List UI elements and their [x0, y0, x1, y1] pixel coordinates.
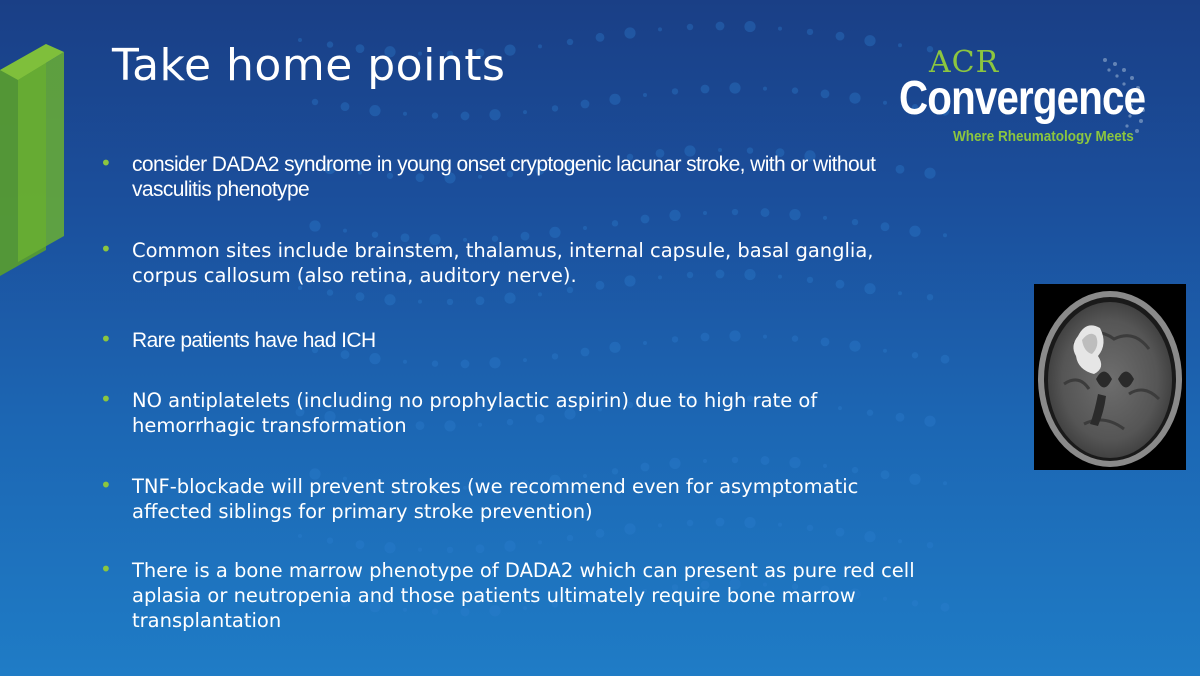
bullet-text: TNF-blockade will prevent strokes (we recommend even for asymptomatic affected siblings for primary stroke prevention): [132, 475, 859, 523]
brain-mri-image: [1034, 284, 1186, 470]
bullet-text: There is a bone marrow phenotype of DADA2 which can present as pure red cell aplasia or neutropenia and those patients ultimately require bone marrow transplantation: [132, 559, 915, 632]
bullet-marker: •: [100, 557, 112, 581]
bullet-text: Common sites include brainstem, thalamus, internal capsule, basal ganglia, corpus callosum (also retina, auditory nerve).: [132, 239, 874, 287]
acr-convergence-logo: [895, 45, 1146, 148]
bullet-marker: •: [100, 237, 112, 261]
bullet-marker: •: [100, 387, 112, 411]
bullet-marker: •: [100, 151, 112, 175]
logo-acr-text: ACR: [929, 45, 1000, 80]
bullet-marker: •: [100, 473, 112, 497]
bullet-text: Rare patients have had ICH: [132, 329, 376, 352]
bullet-text: consider DADA2 syndrome in young onset cryptogenic lacunar stroke, with or without vasculitis phenotype: [132, 153, 876, 201]
logo-tagline: Where Rheumatology Meets: [953, 128, 1134, 145]
logo-convergence-text: Convergence: [899, 72, 1146, 125]
brain-scan-drawing: [1034, 284, 1186, 470]
bullet-marker: •: [100, 327, 112, 351]
slide-title: Take home points: [112, 40, 506, 91]
bullet-text: NO antiplatelets (including no prophylactic aspirin) due to high rate of hemorrhagic transformation: [132, 389, 818, 437]
